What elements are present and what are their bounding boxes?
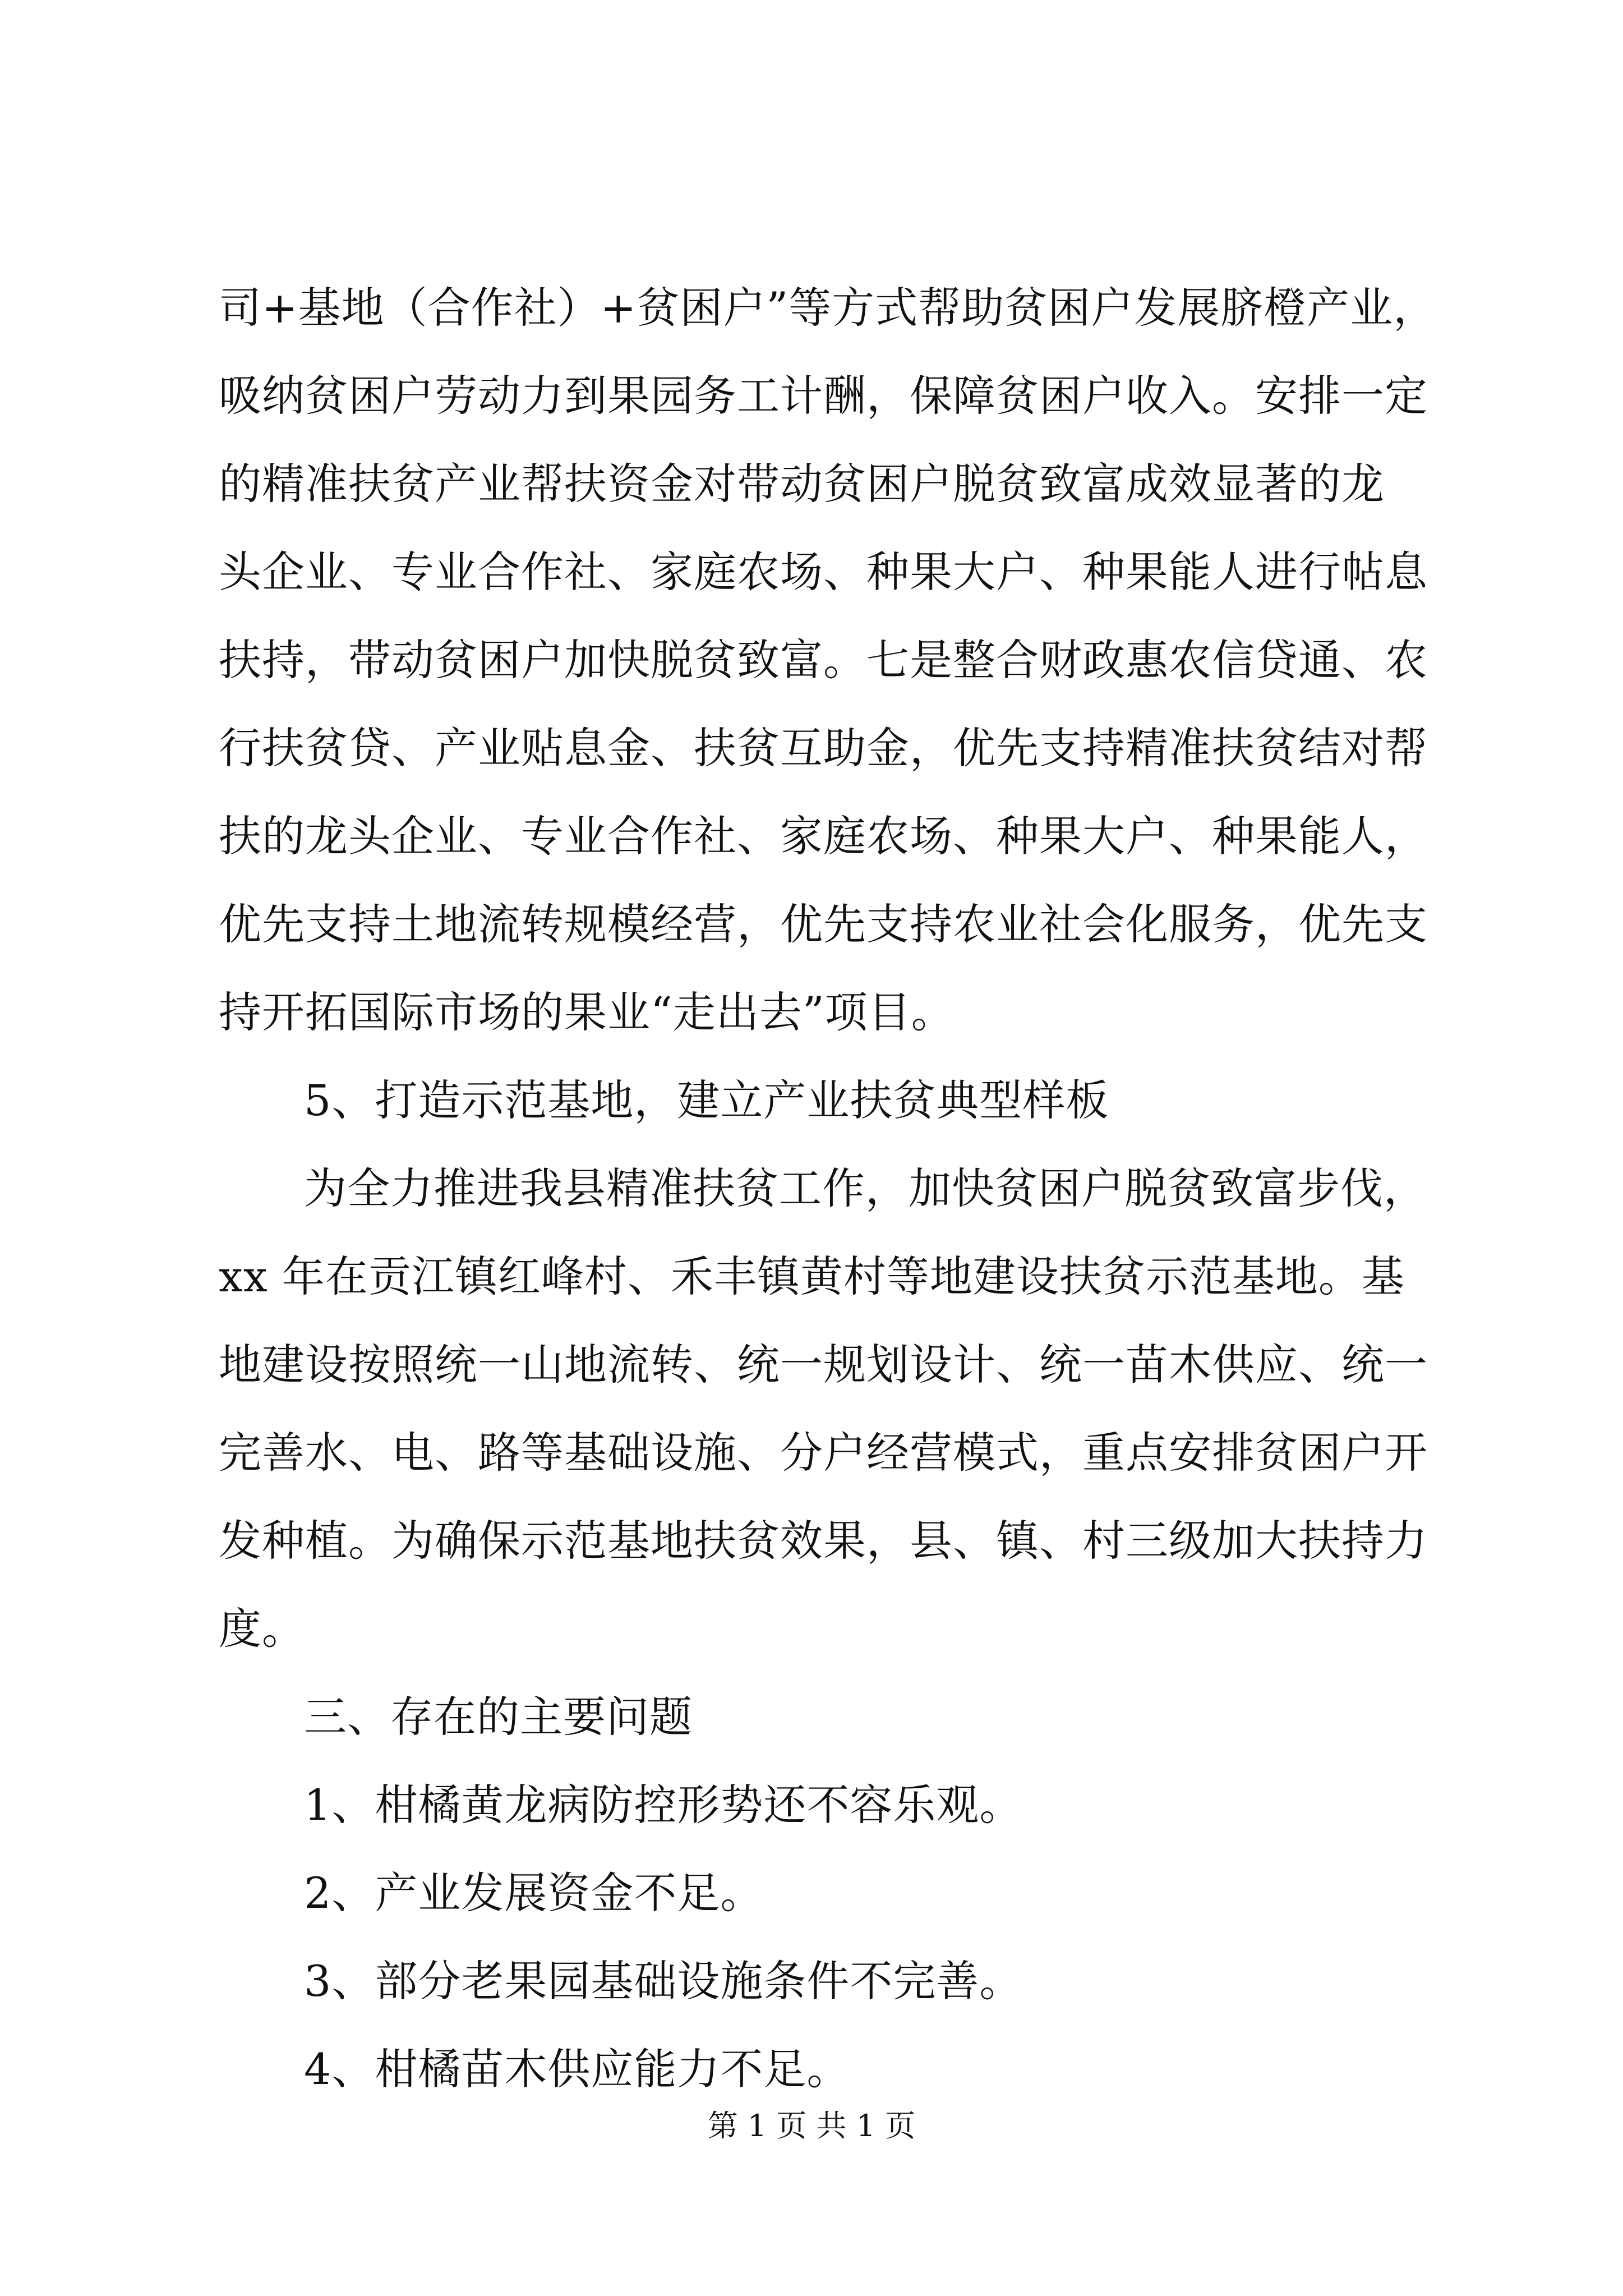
paragraph-line: 头企业、专业合作社、家庭农场、种果大户、种果能人进行帖息 <box>219 547 1428 597</box>
paragraph-line: 发种植。为确保示范基地扶贫效果，县、镇、村三级加大扶持力 <box>219 1516 1428 1566</box>
list-item: 1、柑橘黄龙病防控形势还不容乐观。 <box>304 1780 1023 1830</box>
section-heading: 三、存在的主要问题 <box>304 1692 693 1742</box>
paragraph-line: 完善水、电、路等基础设施、分户经营模式，重点安排贫困户开 <box>219 1428 1428 1478</box>
page-footer <box>0 2106 1623 2146</box>
paragraph-line: 扶的龙头企业、专业合作社、家庭农场、种果大户、种果能人， <box>219 811 1428 861</box>
paragraph-line: xx 年在贡江镇红峰村、禾丰镇黄村等地建设扶贫示范基地。基 <box>219 1251 1405 1301</box>
paragraph-line: 扶持，带动贫困户加快脱贫致富。七是整合财政惠农信贷通、农 <box>219 635 1428 685</box>
document-body <box>219 264 1436 2113</box>
list-item: 4、柑橘苗木供应能力不足。 <box>304 2044 850 2094</box>
paragraph-line: 优先支持土地流转规模经营，优先支持农业社会化服务，优先支 <box>219 899 1428 949</box>
paragraph-line: 的精准扶贫产业帮扶资金对带动贫困户脱贫致富成效显著的龙 <box>219 459 1385 509</box>
paragraph-line: 吸纳贫困户劳动力到果园务工计酬，保障贫困户收入。安排一定 <box>219 371 1428 421</box>
list-item: 2、产业发展资金不足。 <box>304 1868 764 1918</box>
paragraph-line: 持开拓国际市场的果业“走出去”项目。 <box>219 987 955 1037</box>
list-item: 3、部分老果园基础设施条件不完善。 <box>304 1956 1023 2006</box>
paragraph-line: 司+基地（合作社）+贫困户”等方式帮助贫困户发展脐橙产业， <box>219 283 1437 333</box>
paragraph-line: 度。 <box>219 1604 305 1654</box>
paragraph-line: 行扶贫贷、产业贴息金、扶贫互助金，优先支持精准扶贫结对帮 <box>219 723 1428 773</box>
paragraph-line: 地建设按照统一山地流转、统一规划设计、统一苗木供应、统一 <box>219 1340 1428 1389</box>
page-number-label: 第 1 页 共 1 页 <box>707 2108 916 2143</box>
paragraph-line: 为全力推进我县精准扶贫工作，加快贫困户脱贫致富步伐， <box>304 1163 1427 1213</box>
section-heading: 5、打造示范基地，建立产业扶贫典型样板 <box>304 1075 1109 1125</box>
